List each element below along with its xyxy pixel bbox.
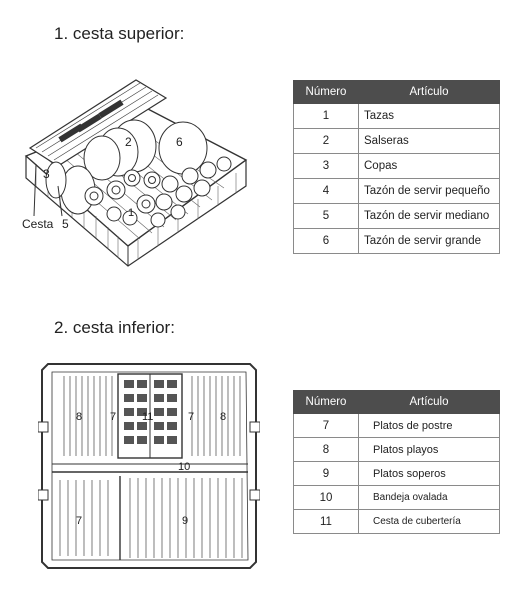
label-6: 6 [176, 135, 183, 149]
upper-basket-table [293, 80, 500, 254]
table-row [294, 510, 500, 534]
row-number: 9 [294, 462, 359, 486]
row-item: Copas [359, 154, 500, 179]
row-number: 11 [294, 510, 359, 534]
label-11: 11 [142, 411, 154, 423]
label-8-left: 8 [76, 411, 83, 423]
row-item: Platos soperos [359, 462, 500, 486]
label-7-left: 7 [110, 411, 117, 423]
col-number-header: Número [294, 391, 359, 414]
table-header-row [294, 391, 500, 414]
label-2: 2 [125, 135, 132, 149]
row-item: Tazas [359, 104, 500, 129]
label-1: 1 [128, 207, 135, 219]
table-row [294, 179, 500, 204]
row-number: 4 [294, 179, 359, 204]
row-item: Tazón de servir grande [359, 229, 500, 254]
label-7-bottom: 7 [76, 515, 83, 527]
row-number: 5 [294, 204, 359, 229]
row-item: Tazón de servir pequeño [359, 179, 500, 204]
table-row [294, 154, 500, 179]
label-3: 3 [43, 167, 50, 181]
label-5: 5 [62, 217, 69, 231]
row-number: 8 [294, 438, 359, 462]
row-number: 10 [294, 486, 359, 510]
upper-basket-illustration [18, 68, 253, 268]
col-number-header: Número [294, 81, 359, 104]
row-item: Bandeja ovalada [359, 486, 500, 510]
table-row [294, 414, 500, 438]
row-number: 7 [294, 414, 359, 438]
lower-basket-illustration [38, 360, 260, 572]
table-row [294, 438, 500, 462]
row-number: 3 [294, 154, 359, 179]
row-item: Cesta de cubertería [359, 510, 500, 534]
label-7-right: 7 [188, 411, 195, 423]
row-item: Platos playos [359, 438, 500, 462]
table-row [294, 204, 500, 229]
table-row [294, 129, 500, 154]
row-item: Salseras [359, 129, 500, 154]
row-number: 2 [294, 129, 359, 154]
table-row [294, 462, 500, 486]
table-row [294, 229, 500, 254]
label-8-right: 8 [220, 411, 227, 423]
label-cesta: Cesta [22, 217, 54, 231]
row-item: Tazón de servir mediano [359, 204, 500, 229]
row-number: 6 [294, 229, 359, 254]
table-row [294, 486, 500, 510]
col-item-header: Artículo [359, 391, 500, 414]
table-header-row [294, 81, 500, 104]
label-9: 9 [182, 515, 189, 527]
col-item-header: Artículo [359, 81, 500, 104]
label-10: 10 [178, 461, 191, 473]
row-item: Platos de postre [359, 414, 500, 438]
row-number: 1 [294, 104, 359, 129]
lower-basket-table [293, 390, 500, 534]
section2-heading: 2. cesta inferior: [54, 318, 175, 337]
section1-heading: 1. cesta superior: [54, 24, 185, 43]
table-row [294, 104, 500, 129]
